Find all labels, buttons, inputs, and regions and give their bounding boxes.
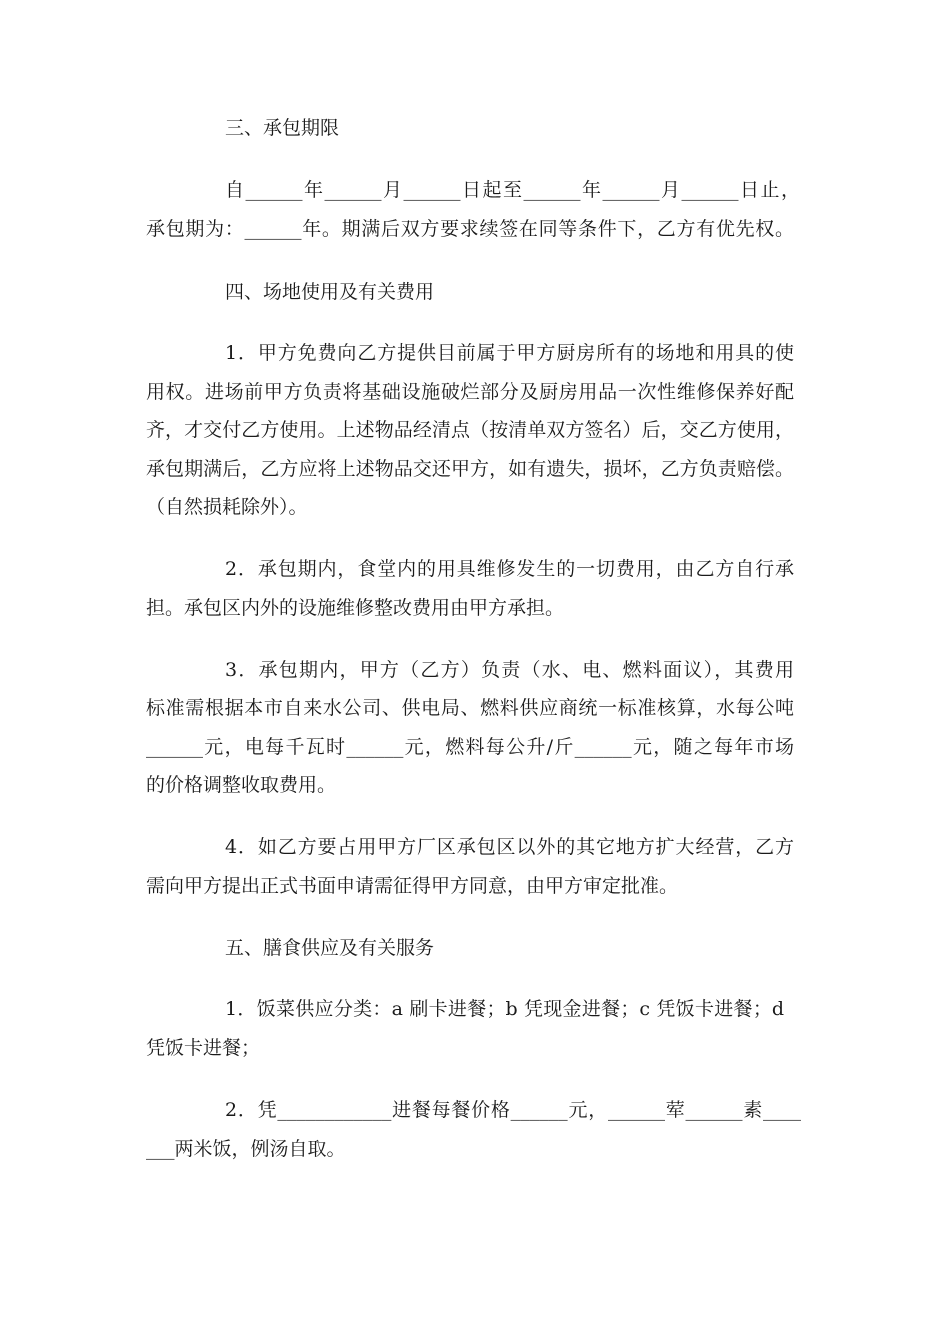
paragraph-line: 用权。进场前甲方负责将基础设施破烂部分及厨房用品一次性维修保养好配 (146, 381, 794, 403)
paragraph-line: 3．承包期内，甲方（乙方）负责（水、电、燃料面议），其费用 (225, 659, 794, 681)
paragraph-line: 1．甲方免费向乙方提供目前属于甲方厨房所有的场地和用具的使 (225, 342, 794, 364)
section-heading-contract-term: 三、承包期限 (225, 117, 340, 139)
paragraph-line: 自______年______月______日起至______年______月______日止， (225, 179, 800, 201)
paragraph-line: 的价格调整收取费用。 (146, 774, 337, 796)
paragraph-line: （自然损耗除外）。 (146, 496, 308, 518)
paragraph-line: 担。承包区内外的设施维修整改费用由甲方承担。 (146, 597, 565, 619)
paragraph-line: 1．饭菜供应分类：a 刷卡进餐；b 凭现金进餐；c 凭饭卡进餐；d (225, 998, 784, 1020)
section-heading-meal-supply: 五、膳食供应及有关服务 (225, 937, 435, 959)
paragraph-line: 承包期满后，乙方应将上述物品交还甲方，如有遗失，损坏，乙方负责赔偿。 (146, 458, 794, 480)
paragraph-line: 标准需根据本市自来水公司、供电局、燃料供应商统一标准核算，水每公吨 (146, 697, 794, 719)
paragraph-line: 4．如乙方要占用甲方厂区承包区以外的其它地方扩大经营，乙方 (225, 836, 794, 858)
section-heading-site-use-fees: 四、场地使用及有关费用 (225, 281, 435, 303)
paragraph-line: ___两米饭，例汤自取。 (146, 1138, 346, 1160)
paragraph-line: 齐，才交付乙方使用。上述物品经清点（按清单双方签名）后，交乙方使用， (146, 419, 794, 441)
paragraph-line: 2．凭____________进餐每餐价格______元，______荤______素____ (225, 1099, 801, 1121)
paragraph-line: 需向甲方提出正式书面申请需征得甲方同意，由甲方审定批准。 (146, 875, 679, 897)
paragraph-line: 凭饭卡进餐； (146, 1037, 261, 1059)
paragraph-line: 2．承包期内，食堂内的用具维修发生的一切费用，由乙方自行承 (225, 558, 794, 580)
paragraph-line: 承包期为：______年。期满后双方要求续签在同等条件下，乙方有优先权。 (146, 218, 794, 240)
paragraph-line: ______元，电每千瓦时______元，燃料每公升/斤______元，随之每年市场 (146, 736, 794, 758)
